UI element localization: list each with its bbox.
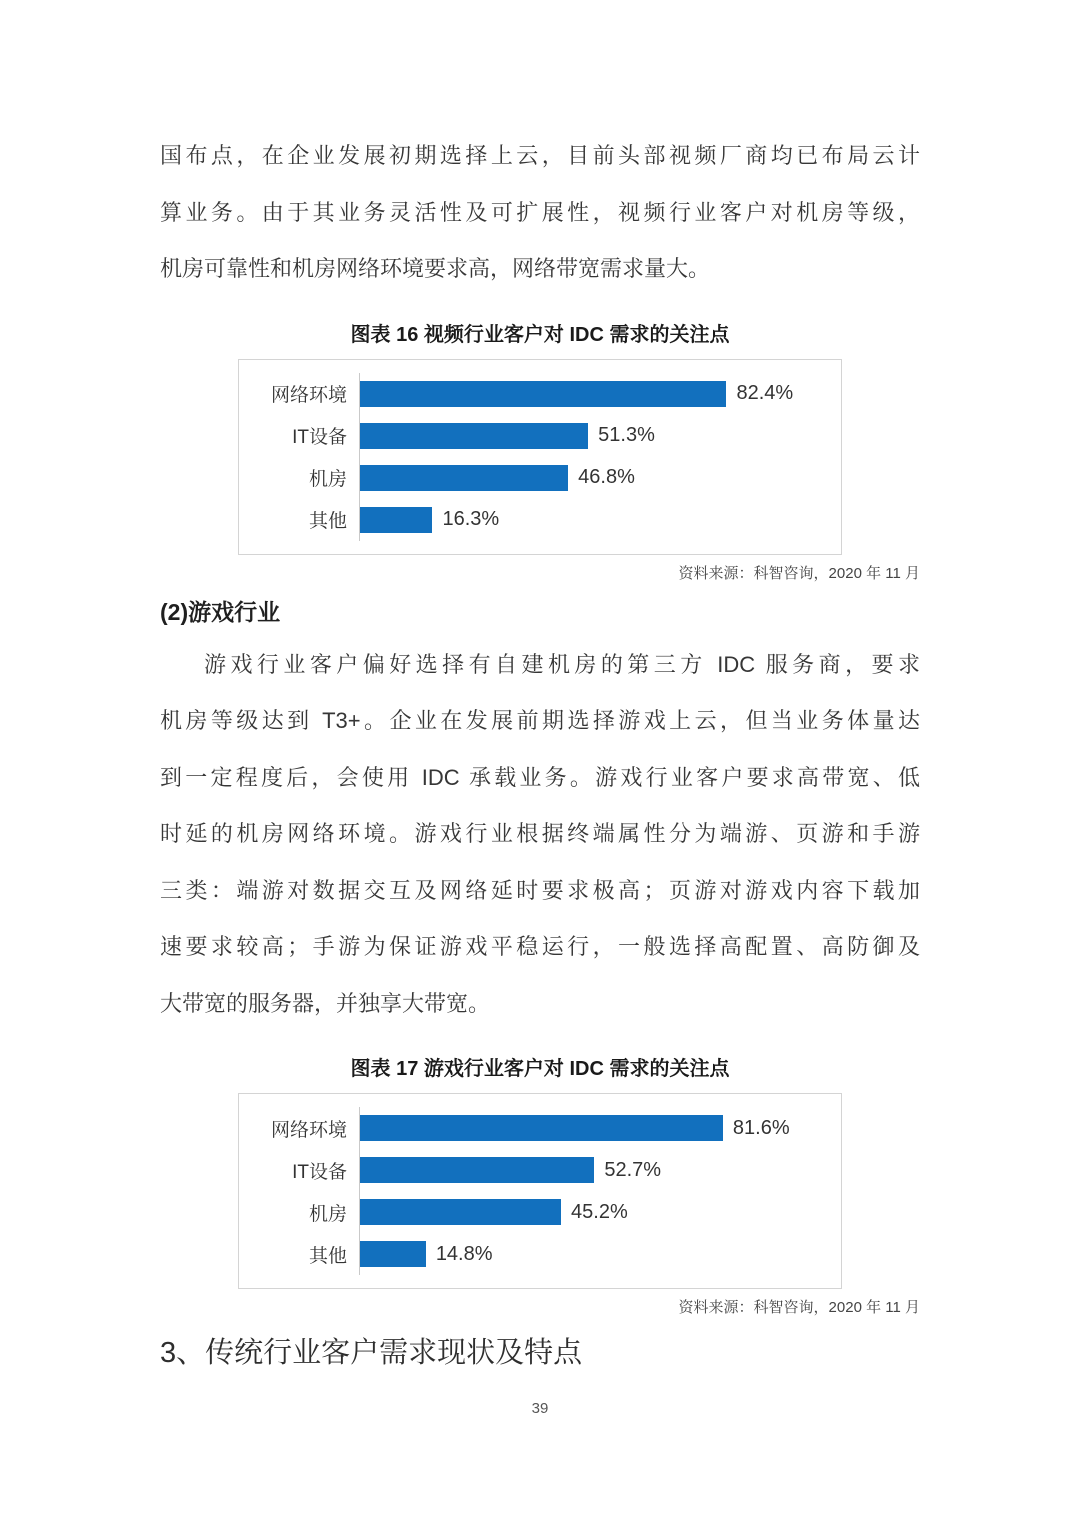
plot-cell (359, 1107, 827, 1149)
bar (360, 507, 432, 533)
bar (360, 381, 726, 407)
plot-cell (359, 1149, 827, 1191)
category-label: 其他 (308, 511, 347, 532)
chart-row (255, 373, 827, 415)
text-line: 国布点，在企业发展初期选择上云，目前头部视频厂商均已布局云计 (160, 143, 920, 168)
paragraph-game-industry (160, 637, 920, 1033)
category-label: 网络环境 (270, 385, 347, 406)
text-line: 游戏行业客户偏好选择有自建机房的第三方 IDC 服务商，要求 (204, 651, 920, 677)
chart-row (255, 1233, 827, 1275)
value-label: 82.4% (736, 382, 794, 404)
value-label: 45.2% (571, 1200, 628, 1223)
chart-17-source-note: 资料来源：科智咨询，2020 年 11 月 (678, 1299, 920, 1316)
bar (360, 1199, 561, 1225)
value-label: 51.3% (598, 424, 655, 446)
plot-cell (359, 1191, 827, 1233)
text-line: 机房可靠性和机房网络环境要求高，网络带宽需求量大。 (160, 256, 711, 281)
chart-16 (238, 359, 842, 555)
bar (360, 1115, 723, 1141)
value-label: 81.6% (732, 1116, 790, 1139)
chart-17-title: 图表 17 游戏行业客户对 IDC 需求的关注点 (350, 1058, 730, 1080)
plot-cell (359, 499, 827, 541)
chart-16-title: 图表 16 视频行业客户对 IDC 需求的关注点 (350, 323, 730, 346)
text-line: 算业务。由于其业务灵活性及可扩展性，视频行业客户对机房等级， (160, 199, 920, 225)
section-heading-game-industry: (2)游戏行业 (160, 598, 281, 625)
text-line: 机房等级达到 T3+。企业在发展前期选择游戏上云，但当业务体量达 (160, 708, 920, 733)
chart-row (255, 415, 827, 457)
chart-row (255, 1107, 827, 1149)
text-line: 时延的机房网络环境。游戏行业根据终端属性分为端游、页游和手游 (160, 821, 920, 846)
chart-row (255, 1149, 827, 1191)
bar (360, 1157, 594, 1183)
paragraph-video-industry (160, 128, 920, 298)
bar (360, 423, 588, 449)
text-line: 大带宽的服务器，并独享大带宽。 (160, 990, 491, 1016)
category-label: 网络环境 (270, 1119, 347, 1141)
chart-row (255, 457, 827, 499)
chart-16-source-note: 资料来源：科智咨询，2020 年 11 月 (678, 564, 920, 582)
plot-cell (359, 457, 827, 499)
value-label: 52.7% (604, 1158, 662, 1181)
category-label: 机房 (308, 1203, 347, 1225)
chart-17 (238, 1093, 842, 1289)
chart-row (255, 499, 827, 541)
category-label: 其他 (308, 1245, 347, 1267)
plot-cell (359, 373, 827, 415)
text-line: 三类：端游对数据交互及网络延时要求极高；页游对游戏内容下载加 (160, 877, 920, 903)
category-label: IT设备 (292, 427, 347, 448)
value-label: 14.8% (435, 1242, 493, 1265)
category-label: 机房 (308, 469, 347, 490)
text-line: 到一定程度后，会使用 IDC 承载业务。游戏行业客户要求高带宽、低 (160, 764, 920, 790)
value-label: 16.3% (442, 508, 500, 530)
category-label: IT设备 (292, 1161, 347, 1183)
plot-cell (359, 415, 827, 457)
plot-cell (359, 1233, 827, 1275)
bar (360, 1241, 426, 1267)
bar (360, 465, 568, 491)
section-heading-traditional-industry: 3、传统行业客户需求现状及特点 (160, 1337, 583, 1369)
chart-row (255, 1191, 827, 1233)
value-label: 46.8% (578, 466, 635, 488)
page-number: 39 (531, 1400, 549, 1417)
text-line: 速要求较高；手游为保证游戏平稳运行，一般选择高配置、高防御及 (160, 934, 920, 959)
